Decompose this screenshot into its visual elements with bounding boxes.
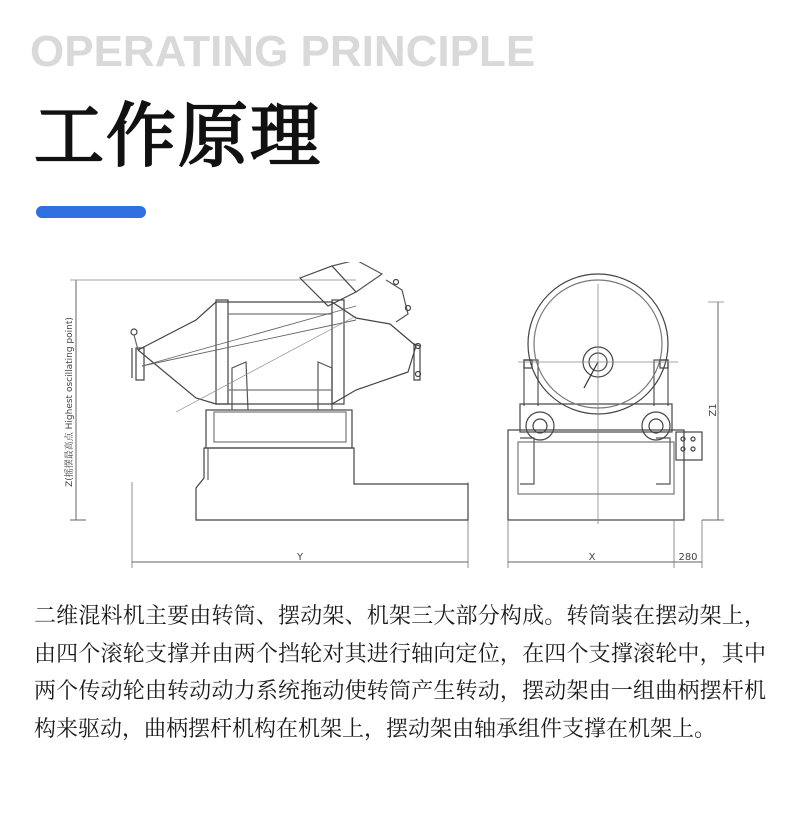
dimension-280-label: 280 xyxy=(678,552,698,563)
dimension-x-label: X xyxy=(588,552,596,563)
title-accent-bar xyxy=(36,206,146,218)
front-view xyxy=(508,274,724,568)
machine-drawing xyxy=(56,262,746,580)
operating-principle-description: 二维混料机主要由转筒、摆动架、机架三大部分构成。转筒装在摆动架上，由四个滚轮支撑并由两个挡轮对其进行轴向定位，在四个支撑滚轮中，其中两个传动轮由转动动力系统拖动使转筒产生转动，摆动架由一组曲柄摆杆机构来驱动，曲柄摆杆机构在机架上，摆动架由轴承组件支撑在机架上。 xyxy=(34,604,766,742)
page-title-chinese: 工作原理 xyxy=(34,95,322,177)
dimension-z1-label: Z1 xyxy=(708,403,719,417)
technical-drawing xyxy=(56,262,746,580)
dimension-z-label: Z(摇摆最高点 Highest oscillating point) xyxy=(65,317,75,487)
page-title-english: OPERATING PRINCIPLE xyxy=(30,27,536,76)
dimension-y-label: Y xyxy=(296,552,304,563)
side-view xyxy=(63,262,468,568)
